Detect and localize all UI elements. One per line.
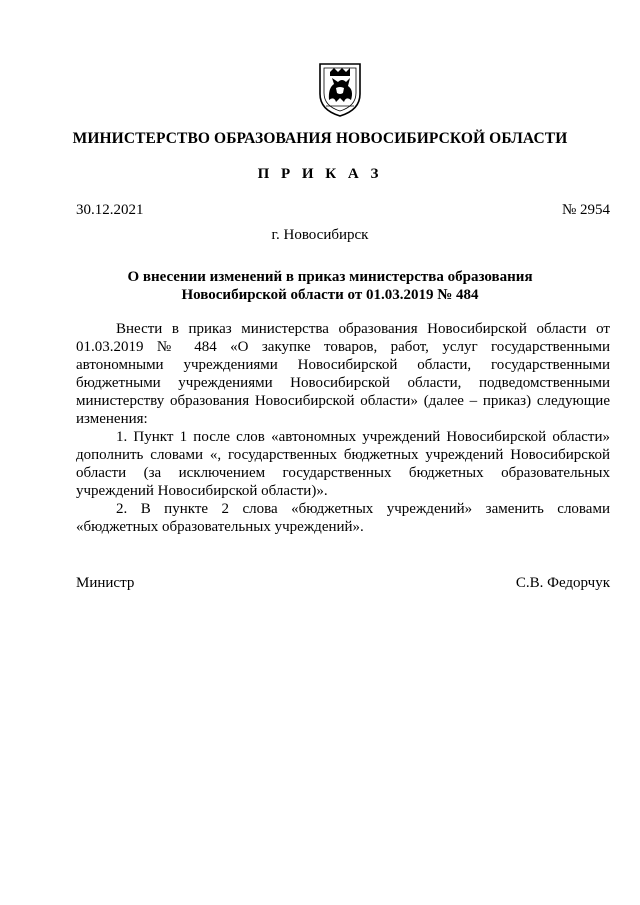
document-date: 30.12.2021 xyxy=(76,202,144,218)
body-intro-paragraph: Внести в приказ министерства образования Новосибирской области от 01.03.2019 № 484 «О закупке товаров, работ, услуг государственными автономными учреждениями Новосибирской области, государственными бюджетными учреждениями Новосибирской области, подведомственными министерству образования Новосибирской области» (далее – приказ) следующие изменения: xyxy=(76,321,610,427)
document-number: № 2954 xyxy=(561,202,610,218)
document-body xyxy=(76,320,610,536)
body-item-1: 1. Пункт 1 после слов «автономных учреждений Новосибирской области» дополнить словами «, государственных бюджетных учреждений Новосибирской области (за исключением государственных бюджетных образовательных учреждений Новосибирской области)». xyxy=(76,429,610,499)
title-line-1: О внесении изменений в приказ министерства образования xyxy=(127,269,533,285)
title-line-2: Новосибирской области от 01.03.2019 № 484 xyxy=(181,287,479,303)
document-city: г. Новосибирск xyxy=(271,227,369,243)
signatory-role: Министр xyxy=(76,575,135,591)
signatory-name: С.В. Федорчук xyxy=(515,575,610,591)
document-title xyxy=(60,268,600,304)
body-item-2: 2. В пункте 2 слова «бюджетных учреждений» заменить словами «бюджетных образовательных учреждений». xyxy=(76,501,610,535)
novosibirsk-coat-of-arms-icon xyxy=(316,60,364,118)
document-type: П Р И К А З xyxy=(257,166,383,182)
ministry-name: МИНИСТЕРСТВО ОБРАЗОВАНИЯ НОВОСИБИРСКОЙ ОБЛАСТИ xyxy=(72,130,568,147)
